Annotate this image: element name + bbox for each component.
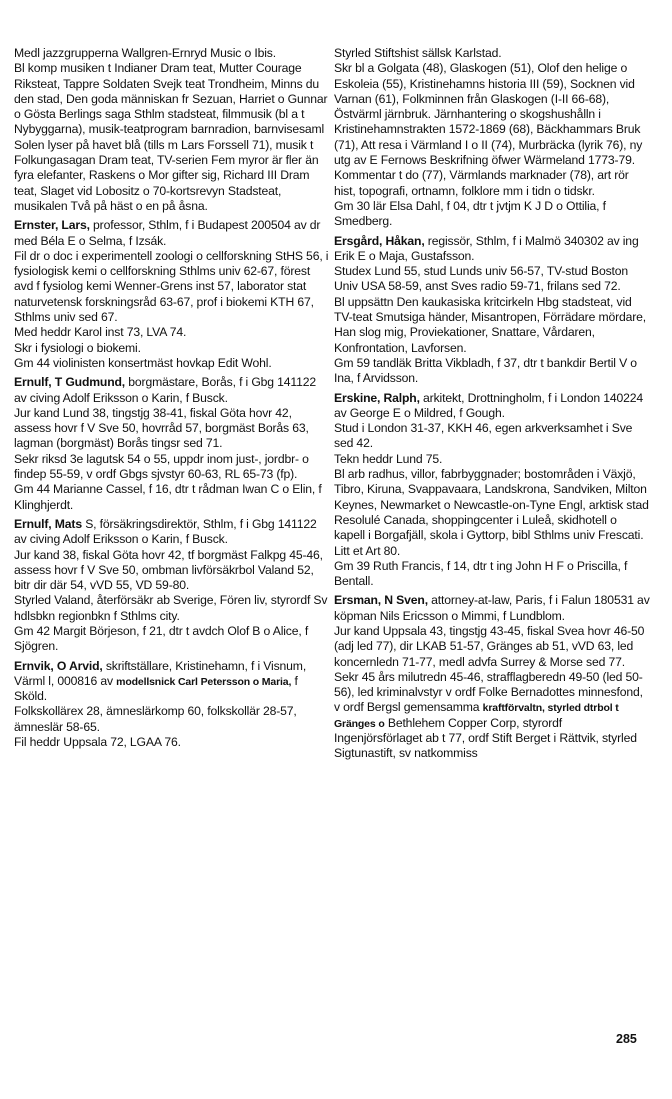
paragraph: Fil dr o doc i experimentell zoologi o cellforskning StHS 56, i fysiologisk kemi o cellforskning Sthlms univ 62-67, förest avd f fysiolog kemi Wenner-Grens inst 57, laborator stat naturvetensk forskningsråd 63-67, prof i biokemi KTH 67, Sthlms univ sed 67.	[14, 248, 329, 325]
paragraph: Medl jazzgrupperna Wallgren-Ernryd Music o Ibis.	[14, 46, 276, 60]
entry-head: arkitekt, Drottningholm, f i London 140224 av George E o Mildred, f Gough.	[334, 390, 644, 420]
paragraph: Bl uppsättn Den kaukasiska kritcirkeln Hbg stadsteat, vid TV-teat Smutsiga händer, Misantropen, Förrädare mördare, Han slog mig, Proviekationer, Snattare, Vårdaren, Konfrontation, Lavforsen.	[334, 294, 647, 355]
entry-ersgard	[334, 234, 650, 387]
paragraph: Jur kand Lund 38, tingstjg 38-41, fiskal Göta hovr 42, assess hovr f V Sve 50, hovrråd 57, borgmäst Borås 63, lagman (borgmäst) Borås tingsr sed 71.	[14, 405, 309, 451]
paragraph: Styrled Valand, återförsäkr ab Sverige, Fören liv, styrordf Sv hdlsbkn regionbkn f Sthlms city.	[14, 593, 328, 623]
entry-surname: Ernvik,	[14, 658, 54, 673]
entry-erskine	[334, 391, 650, 590]
entry-header	[334, 391, 650, 422]
entry-header	[14, 517, 330, 548]
entry-name: Erskine, Ralph,	[334, 390, 420, 405]
paragraph: Fil heddr Uppsala 72, LGAA 76.	[14, 735, 181, 750]
paragraph: Gm 44 Marianne Cassel, f 16, dtr t rådman Iwan C o Elin, f Klinghjerdt.	[14, 482, 322, 512]
left-column	[14, 46, 330, 754]
entry-ernulf-mats	[14, 517, 330, 655]
entry-header	[14, 375, 330, 406]
paragraph: Skr bl a Golgata (48), Glaskogen (51), Olof den helige o Eskoleia (55), Kristinehamns historia III (59), Socknen vid Varnan (61), Folkminnen från Glaskogen (I-II 66-68), Östvärml järnbruk. Järnhantering o skogshushålln i Kristinehamnstrakten 1572-1869 (68), Bäckhammars Bruk (71), Att resa i Värmland I o II (74), Murbräcka (lyrik 76), ny utg av E Fernows Beskrifning öfwer Wärmeland 1773-79. Kommentar t do (77), Värmlands marknader (78), art rör hist, topografi, ortnamn, folklore mm i tidn o tidskr.	[334, 61, 643, 198]
entry-name: Ernulf, Mats	[14, 516, 82, 531]
paragraph: Tekn heddr Lund 75.	[334, 451, 443, 466]
paragraph: Skr i fysiologi o biokemi.	[14, 340, 141, 355]
paragraph: Stud i London 31-37, KKH 46, egen arkverksamhet i Sve sed 42.	[334, 421, 633, 451]
paragraph: Jur kand Uppsala 43, tingstjg 43-45, fiskal Svea hovr 46-50 (adj led 77), dir LKAB 51-57, Gränges ab 51, vVD 63, led koncernledn 71-77, medl advfa Surrey & Morse sed 77.	[334, 623, 645, 669]
paragraph: Gm 42 Margit Börjeson, f 21, dtr t avdch Olof B o Alice, f Sjögren.	[14, 623, 309, 654]
page-number: 285	[616, 1032, 637, 1046]
entry-name: Ersgård, Håkan,	[334, 233, 425, 248]
entry-head: attorney-at-law, Paris, f i Falun 180531 av köpman Nils Ericsson o Mimmi, f Lundblom.	[334, 593, 650, 623]
entry-header	[14, 218, 330, 249]
paragraph-part: Bethlehem Copper Corp, styrordf Ingenjörsförlaget ab t 77, ordf Stift Berget i Rättvik, styrled Sigtunastift, sv natkommiss	[334, 715, 637, 761]
entry-continuation-right	[334, 46, 650, 230]
paragraph: Gm 30 lär Elsa Dahl, f 04, dtr t jvtjm K J D o Ottilia, f Smedberg.	[334, 198, 606, 229]
entry-head: regissör, Sthlm, f i Malmö 340302 av ing Erik E o Maja, Gustafsson.	[334, 233, 639, 263]
entry-header	[334, 234, 650, 265]
paragraph: Sekr riksd 3e lagutsk 54 o 55, uppdr inom just-, jordbr- o findep 55-59, v ordf Gbgs sjvstyr 60-63, RL 65-73 (fp).	[14, 451, 309, 482]
paragraph: Bl komp musiken t Indianer Dram teat, Mutter Courage Riksteat, Tappre Soldaten Svejk teat Trondheim, Minns du den stad, Den goda människan fr Sezuan, Harriet o Gunnar o Gösta Berlings saga Sthlm stadsteat, filmmusik (bl a t Nybyggarna), musik-teatprogram barnradion, barnvisesaml Solen lyser på havet blå (tills m Lars Forssell 71), musik t Folkungasagan Dram teat, TV-serien Fem myror är fler än fyra elefanter, Raskens o Mor gifter sig, Richard III Dram teat, Slaget vid Lobositz o 70-kortsrevyn Stadsteat, musikalen Två på häst o en på åsna.	[14, 61, 328, 213]
paragraph: Gm 39 Ruth Francis, f 14, dtr t ing John H F o Priscilla, f Bentall.	[334, 558, 628, 589]
entry-head: borgmästare, Borås, f i Gbg 141122 av civing Adolf Eriksson o Karin, f Busck.	[14, 375, 317, 405]
entry-header	[334, 593, 650, 624]
entry-name: Ersman, N Sven,	[334, 593, 428, 608]
entry-name: O Arvid,	[53, 658, 103, 673]
paragraph-part: Sekr 45 års milutredn 45-46, strafflagberedn 49-50 (led 50-56), led kriminalvstyr v ordf Folke Bernadottes minnesfond, v ordf Bergsl gemensamma	[334, 669, 643, 715]
entry-header	[14, 659, 330, 705]
entry-head: skriftställare, Kristinehamn, f i Visnum, Värml l, 000816 av	[14, 658, 307, 688]
paragraph: Styrled Stiftshist sällsk Karlstad.	[334, 46, 502, 60]
right-column	[334, 46, 650, 766]
entry-ernvik	[14, 659, 330, 751]
entry-name: Ernster, Lars,	[14, 218, 90, 233]
entry-continuation-left	[14, 46, 330, 214]
entry-ernster	[14, 218, 330, 371]
entry-ersman	[334, 593, 650, 761]
paragraph: Jur kand 38, fiskal Göta hovr 42, tf borgmäst Falkpg 45-46, assess hovr f V Sve 50, ombman livförsäkrbol Valand 52, bitr dir där 54, vVD 55, VD 59-80.	[14, 547, 323, 593]
paragraph: Bl arb radhus, villor, fabrbyggnader; bostområden i Växjö, Tibro, Kiruna, Svappavaara, Landskrona, Sandviken, Milton Keynes, Newmarket o Newcastle-on-Tyne Engl, arktisk stad Resolulé Canada, shoppingcenter i Luleå, skidhotell o kapell i Borgafjäll, skola i Gyttorp, bibl Sthlms univ Frescati.	[334, 467, 649, 543]
entry-head: professor, Sthlm, f i Budapest 200504 av dr med Béla E o Selma, f Izsák.	[14, 218, 321, 248]
paragraph: Med heddr Karol inst 73, LVA 74.	[14, 325, 187, 340]
entry-head: S, försäkringsdirektör, Sthlm, f i Gbg 141122 av civing Adolf Eriksson o Karin, f Busck.	[14, 516, 317, 547]
paragraph: Gm 59 tandläk Britta Vikbladh, f 37, dtr t bankdir Bertil V o Ina, f Arvidsson.	[334, 355, 637, 386]
paragraph	[334, 670, 650, 762]
paragraph: Folkskollärex 28, ämneslärkomp 60, folkskollär 28-57, ämneslär 58-65.	[14, 704, 297, 734]
entry-ernulf-gudmund	[14, 375, 330, 513]
entry-name: T Gudmund,	[51, 375, 126, 390]
paragraph: Studex Lund 55, stud Lunds univ 56-57, TV-stud Boston Univ USA 58-59, anst Sves radio 59-71, frilans sed 72.	[334, 264, 629, 294]
entry-surname: Ernulf,	[14, 375, 52, 390]
paragraph: Litt et Art 80.	[334, 543, 401, 558]
entry-head-small: modellsnick Carl Petersson o Maria,	[116, 675, 292, 688]
paragraph-small-print: kraftförvaltn, styrled dtrbol t Gränges o	[334, 702, 619, 730]
entry-head-tail: f Sköld.	[14, 673, 298, 704]
paragraph: Gm 44 violinisten konsertmäst hovkap Edit Wohl.	[14, 355, 272, 370]
